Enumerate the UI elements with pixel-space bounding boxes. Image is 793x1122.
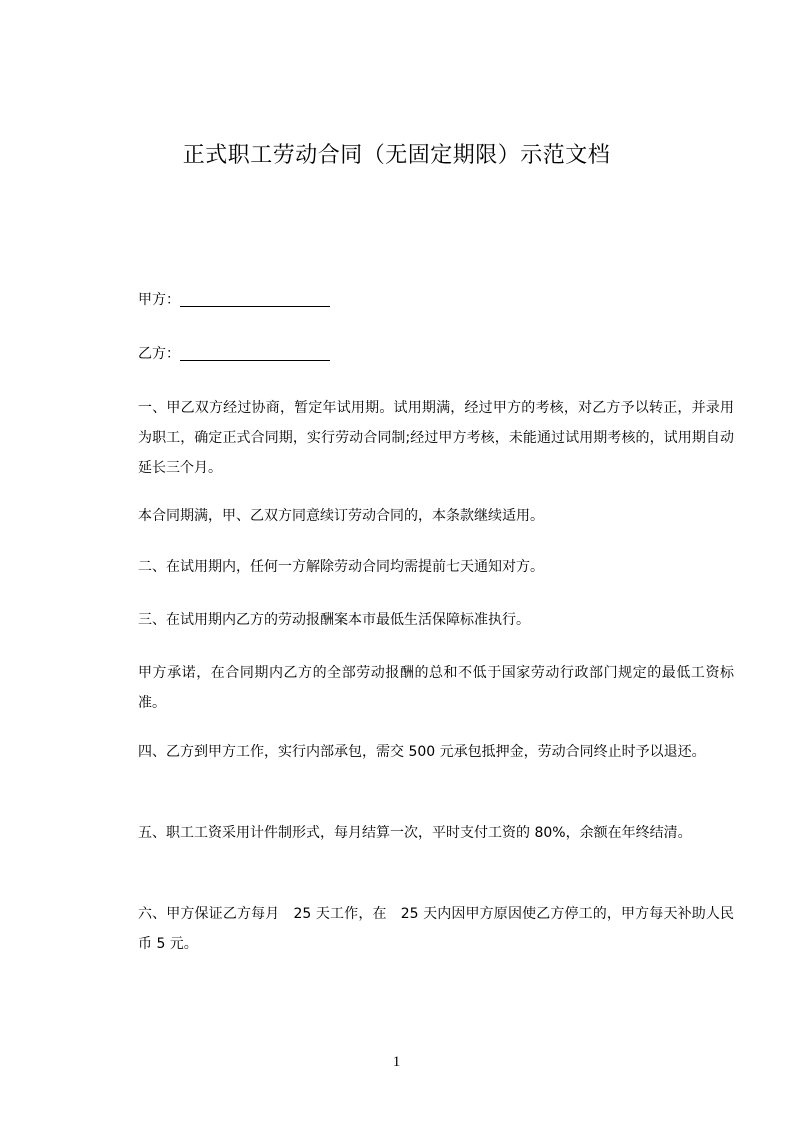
clause-1-continuation: 本合同期满，甲、乙双方同意续订劳动合同的，本条款继续适用。 [138,508,544,524]
party-a-label: 甲方： [138,292,180,308]
party-a-blank [180,290,330,307]
clause-3-commitment: 甲方承诺，在合同期内乙方的全部劳动报酬的总和不低于国家劳动行政部门规定的最低工资标准。 [138,665,734,711]
party-a-line [138,285,538,315]
clause-3: 三、在试用期内乙方的劳动报酬案本市最低生活保障标准执行。 [138,612,530,628]
party-b-line [138,339,538,369]
clause-1: 一、甲乙双方经过协商，暂定年试用期。试用期满，经过甲方的考核，对乙方予以转正，并录用为职工，确定正式合同期，实行劳动合同制;经过甲方考核，未能通过试用期考核的，试用期自动延长三个月。 [138,400,734,476]
page-number: 1 [392,1054,401,1070]
party-b-blank [180,344,330,361]
clause-2: 二、在试用期内，任何一方解除劳动合同均需提前七天通知对方。 [138,559,544,575]
party-b-label: 乙方： [138,346,180,362]
clause-4: 四、乙方到甲方工作，实行内部承包，需交 500 元承包抵押金，劳动合同终止时予以退还。 [138,744,706,760]
clause-6: 六、甲方保证乙方每月 25 天工作，在 25 天内因甲方原因使乙方停工的，甲方每天补助人民币 5 元。 [138,906,734,952]
clause-5: 五、职工工资采用计件制形式，每月结算一次，平时支付工资的 80%，余额在年终结清。 [138,825,692,841]
document-title: 正式职工劳动合同（无固定期限）示范文档 [182,143,611,168]
